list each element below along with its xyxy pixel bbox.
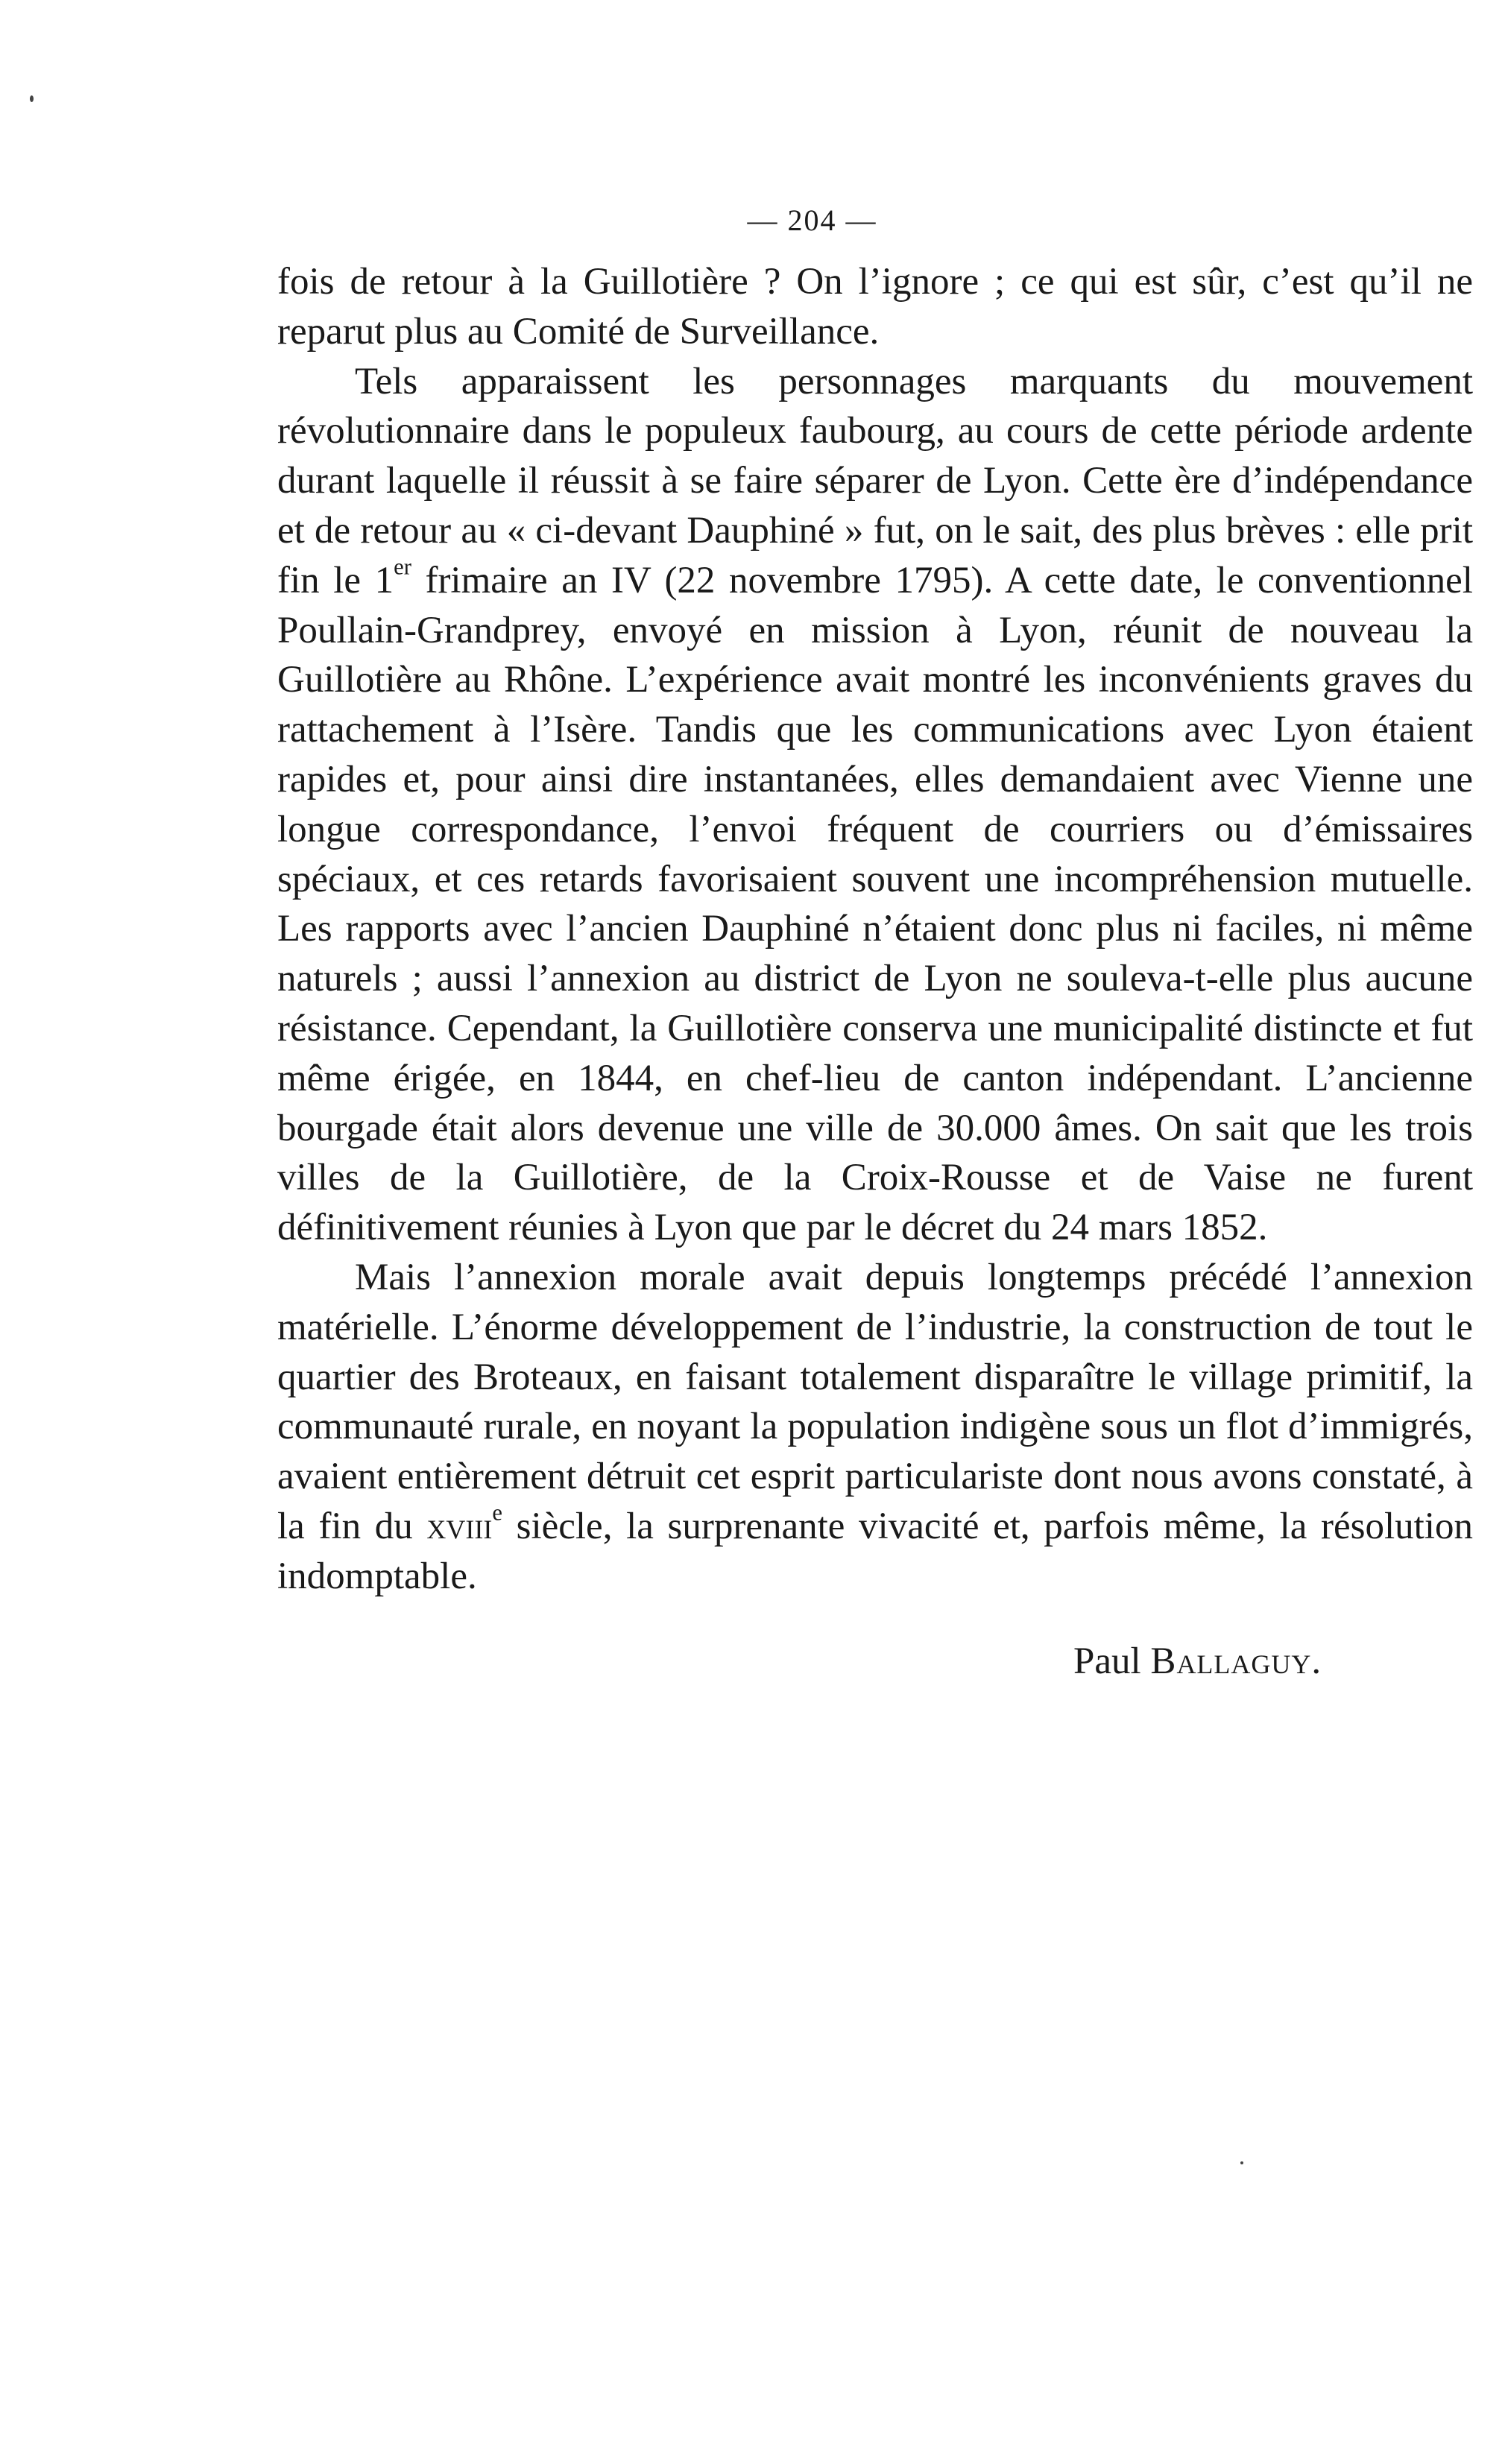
- superscript-e: e: [492, 1500, 502, 1526]
- scan-speck: [1240, 2161, 1243, 2164]
- scan-speck: [30, 95, 34, 102]
- author-surname: Ballaguy.: [1150, 1640, 1322, 1682]
- paragraph-2: Tels apparaissent les personnages marquants du mouvement révolutionnaire dans le populeux faubourg, au cours de cette période ardente durant laquelle il réussit à se faire séparer de Lyon. Cette ère d’indépendance et de retour au « ci-devant Dauphiné » fut, on le sait, des plus brèves : elle prit fin le 1er frimaire an IV (22 novembre 1795). A cette date, le conventionnel Poullain-Grandprey, envoyé en mission à Lyon, réunit de nouveau la Guillotière au Rhône. L’expérience avait montré les inconvénients graves du rattachement à l’Isère. Tandis que les communications avec Lyon étaient rapides et, pour ainsi dire instantanées, elles demandaient avec Vienne une longue correspondance, l’envoi fréquent de courriers ou d’émissaires spéciaux, et ces retards favorisaient souvent une incompréhension mutuelle. Les rapports avec l’ancien Dauphiné n’étaient donc plus ni faciles, ni même naturels ; aussi l’annexion au district de Lyon ne souleva-t-elle plus aucune résistance. Cependant, la Guillotière conserva une municipalité distincte et fut même érigée, en 1844, en chef-lieu de canton indépendant. L’ancienne bourgade était alors devenue une ville de 30.000 âmes. On sait que les trois villes de la Guillotière, de la Croix-Rousse et de Vaise ne furent définitivement réunies à Lyon que par le décret du 24 mars 1852.: [277, 360, 1473, 1249]
- page-number: — 204 —: [747, 203, 877, 237]
- author-first-name: Paul: [1073, 1640, 1141, 1682]
- body-text: [277, 257, 1473, 1602]
- superscript-er: er: [394, 554, 411, 580]
- author-signature: [1073, 1640, 1322, 1683]
- paragraph-3: Mais l’annexion morale avait depuis longtemps précédé l’annexion matérielle. L’énorme développement de l’industrie, la construction de tout le quartier des Broteaux, en faisant totalement disparaître le village primitif, la communauté rurale, en noyant la population indigène sous un flot d’immigrés, avaient entièrement détruit cet esprit particulariste dont nous avons constaté, à la fin du xviii$^e$ siècle, la surprenante vivacité et, parfois même, la résolution indomptable.: [277, 1256, 1473, 1597]
- century-numeral: xviii: [426, 1505, 493, 1547]
- paragraph-1: fois de retour à la Guillotière ? On l’ignore ; ce qui est sûr, c’est qu’il ne reparut plus au Comité de Surveillance.: [277, 261, 1473, 353]
